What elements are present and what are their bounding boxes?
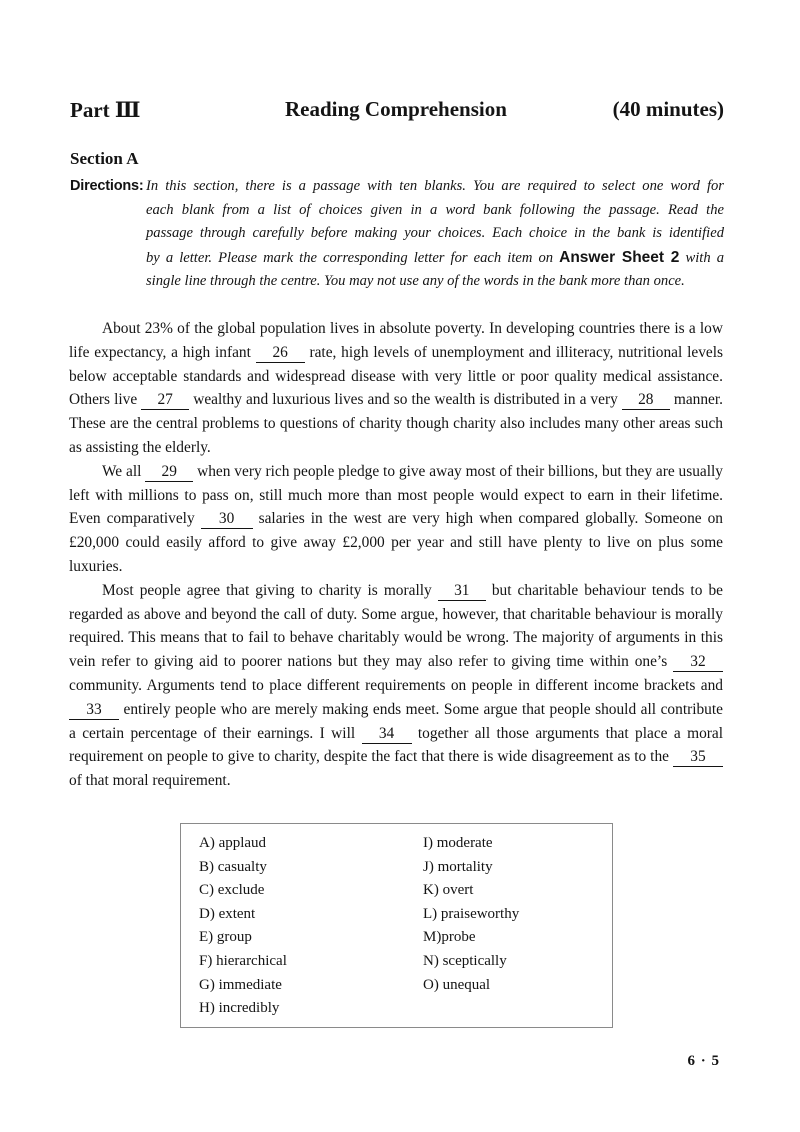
directions-label: Directions:	[70, 178, 144, 194]
word-bank-column-left	[199, 832, 287, 1021]
passage	[69, 317, 723, 793]
directions-line: single line through the centre. You may not use any of the words in the bank more than once.	[146, 273, 685, 289]
directions-line-part: by a letter. Please mark the corresponding letter for each item on	[146, 249, 560, 266]
passage-text: Most people agree that giving to charity is morally	[102, 581, 438, 599]
passage-text: together all those arguments that place a moral requirement on people to give to charity, despite the fact that there is wide disagreement as to the	[69, 724, 724, 766]
section-title: Section A	[70, 149, 139, 168]
word-bank-item: F) hierarchical	[199, 952, 287, 969]
word-bank-item: H) incredibly	[199, 1000, 280, 1017]
blank-32: 32	[673, 653, 723, 672]
word-bank	[180, 823, 613, 1028]
word-bank-item: K) overt	[423, 882, 474, 899]
blank-35: 35	[673, 748, 723, 767]
part-title: Reading Comprehension	[285, 97, 507, 121]
directions-line: each blank from a list of choices given in a word bank following the passage. Read the	[146, 201, 724, 218]
blank-34: 34	[362, 725, 412, 744]
answer-sheet-label: Answer Sheet 2	[559, 248, 680, 266]
part-label: Part Ⅲ	[70, 98, 141, 122]
blank-28: 28	[622, 391, 670, 410]
blank-33: 33	[69, 701, 119, 720]
word-bank-item: L) praiseworthy	[423, 905, 520, 922]
blank-27: 27	[141, 391, 189, 410]
word-bank-column-right	[423, 832, 519, 997]
passage-paragraph	[69, 317, 723, 460]
directions	[70, 175, 724, 294]
directions-line: passage through carefully before making your choices. Each choice in the bank is identified	[146, 225, 724, 241]
word-bank-item: O) unequal	[423, 976, 491, 993]
passage-text: of that moral requirement.	[69, 772, 231, 790]
passage-text: We all	[102, 462, 146, 480]
word-bank-item: C) exclude	[199, 882, 265, 899]
blank-29: 29	[145, 463, 193, 482]
passage-text: rate, high levels of unemployment and illiteracy, nutritional levels below acceptable standards and widespread disease with very little or poor quality medical assistance. Others live	[69, 343, 723, 409]
blank-30: 30	[201, 510, 253, 529]
passage-text: community. Arguments tend to place different requirements on people in different income brackets and	[69, 676, 723, 694]
word-bank-item: B) casualty	[199, 858, 267, 875]
passage-text: but charitable behaviour tends to be regarded as above and beyond the call of duty. Some argue, however, that charitable behaviour is morally required. This means that to fail to behave charitably would be wrong. The majority of arguments in this vein refer to giving aid to poorer nations but they may also refer to giving time within one’s	[69, 581, 723, 671]
blank-26: 26	[256, 344, 305, 363]
passage-text: manner. These are the central problems to questions of charity though charity also includes many other areas such as assisting the elderly.	[69, 391, 723, 456]
directions-line-part: with a	[679, 249, 724, 266]
passage-text: when very rich people pledge to give away most of their billions, but they are usually left with millions to pass on, still much more than most people would expect to earn in their lifetime. Even comparatively	[69, 462, 723, 528]
passage-text: salaries in the west are very high when compared globally. Someone on £20,000 could easily afford to give away £2,000 per year and still have plenty to live on plus some luxuries.	[69, 510, 723, 575]
word-bank-item: N) sceptically	[423, 952, 507, 969]
passage-text: wealthy and luxurious lives and so the wealth is distributed in a very	[189, 391, 622, 409]
word-bank-item: I) moderate	[423, 835, 493, 851]
word-bank-item: D) extent	[199, 905, 256, 922]
time-limit: (40 minutes)	[612, 97, 724, 121]
page-header	[70, 97, 724, 127]
word-bank-item: A) applaud	[199, 835, 267, 851]
page-number: 6 · 5	[687, 1053, 720, 1069]
word-bank-item: G) immediate	[199, 976, 282, 993]
directions-text	[146, 175, 724, 294]
passage-text: About 23% of the global population lives in absolute poverty. In developing countries there is a low life expectancy, a high infant	[69, 320, 723, 361]
passage-paragraph	[69, 460, 723, 579]
word-bank-item: M)probe	[423, 929, 476, 946]
blank-31: 31	[438, 582, 486, 601]
passage-text: entirely people who are merely making ends meet. Some argue that people should all contribute a certain percentage of their earnings. I will	[69, 700, 723, 742]
directions-line	[146, 246, 724, 271]
word-bank-item: E) group	[199, 929, 252, 946]
directions-line: In this section, there is a passage with ten blanks. You are required to select one word for	[146, 178, 724, 194]
word-bank-item: J) mortality	[423, 858, 493, 875]
passage-paragraph	[69, 579, 723, 793]
